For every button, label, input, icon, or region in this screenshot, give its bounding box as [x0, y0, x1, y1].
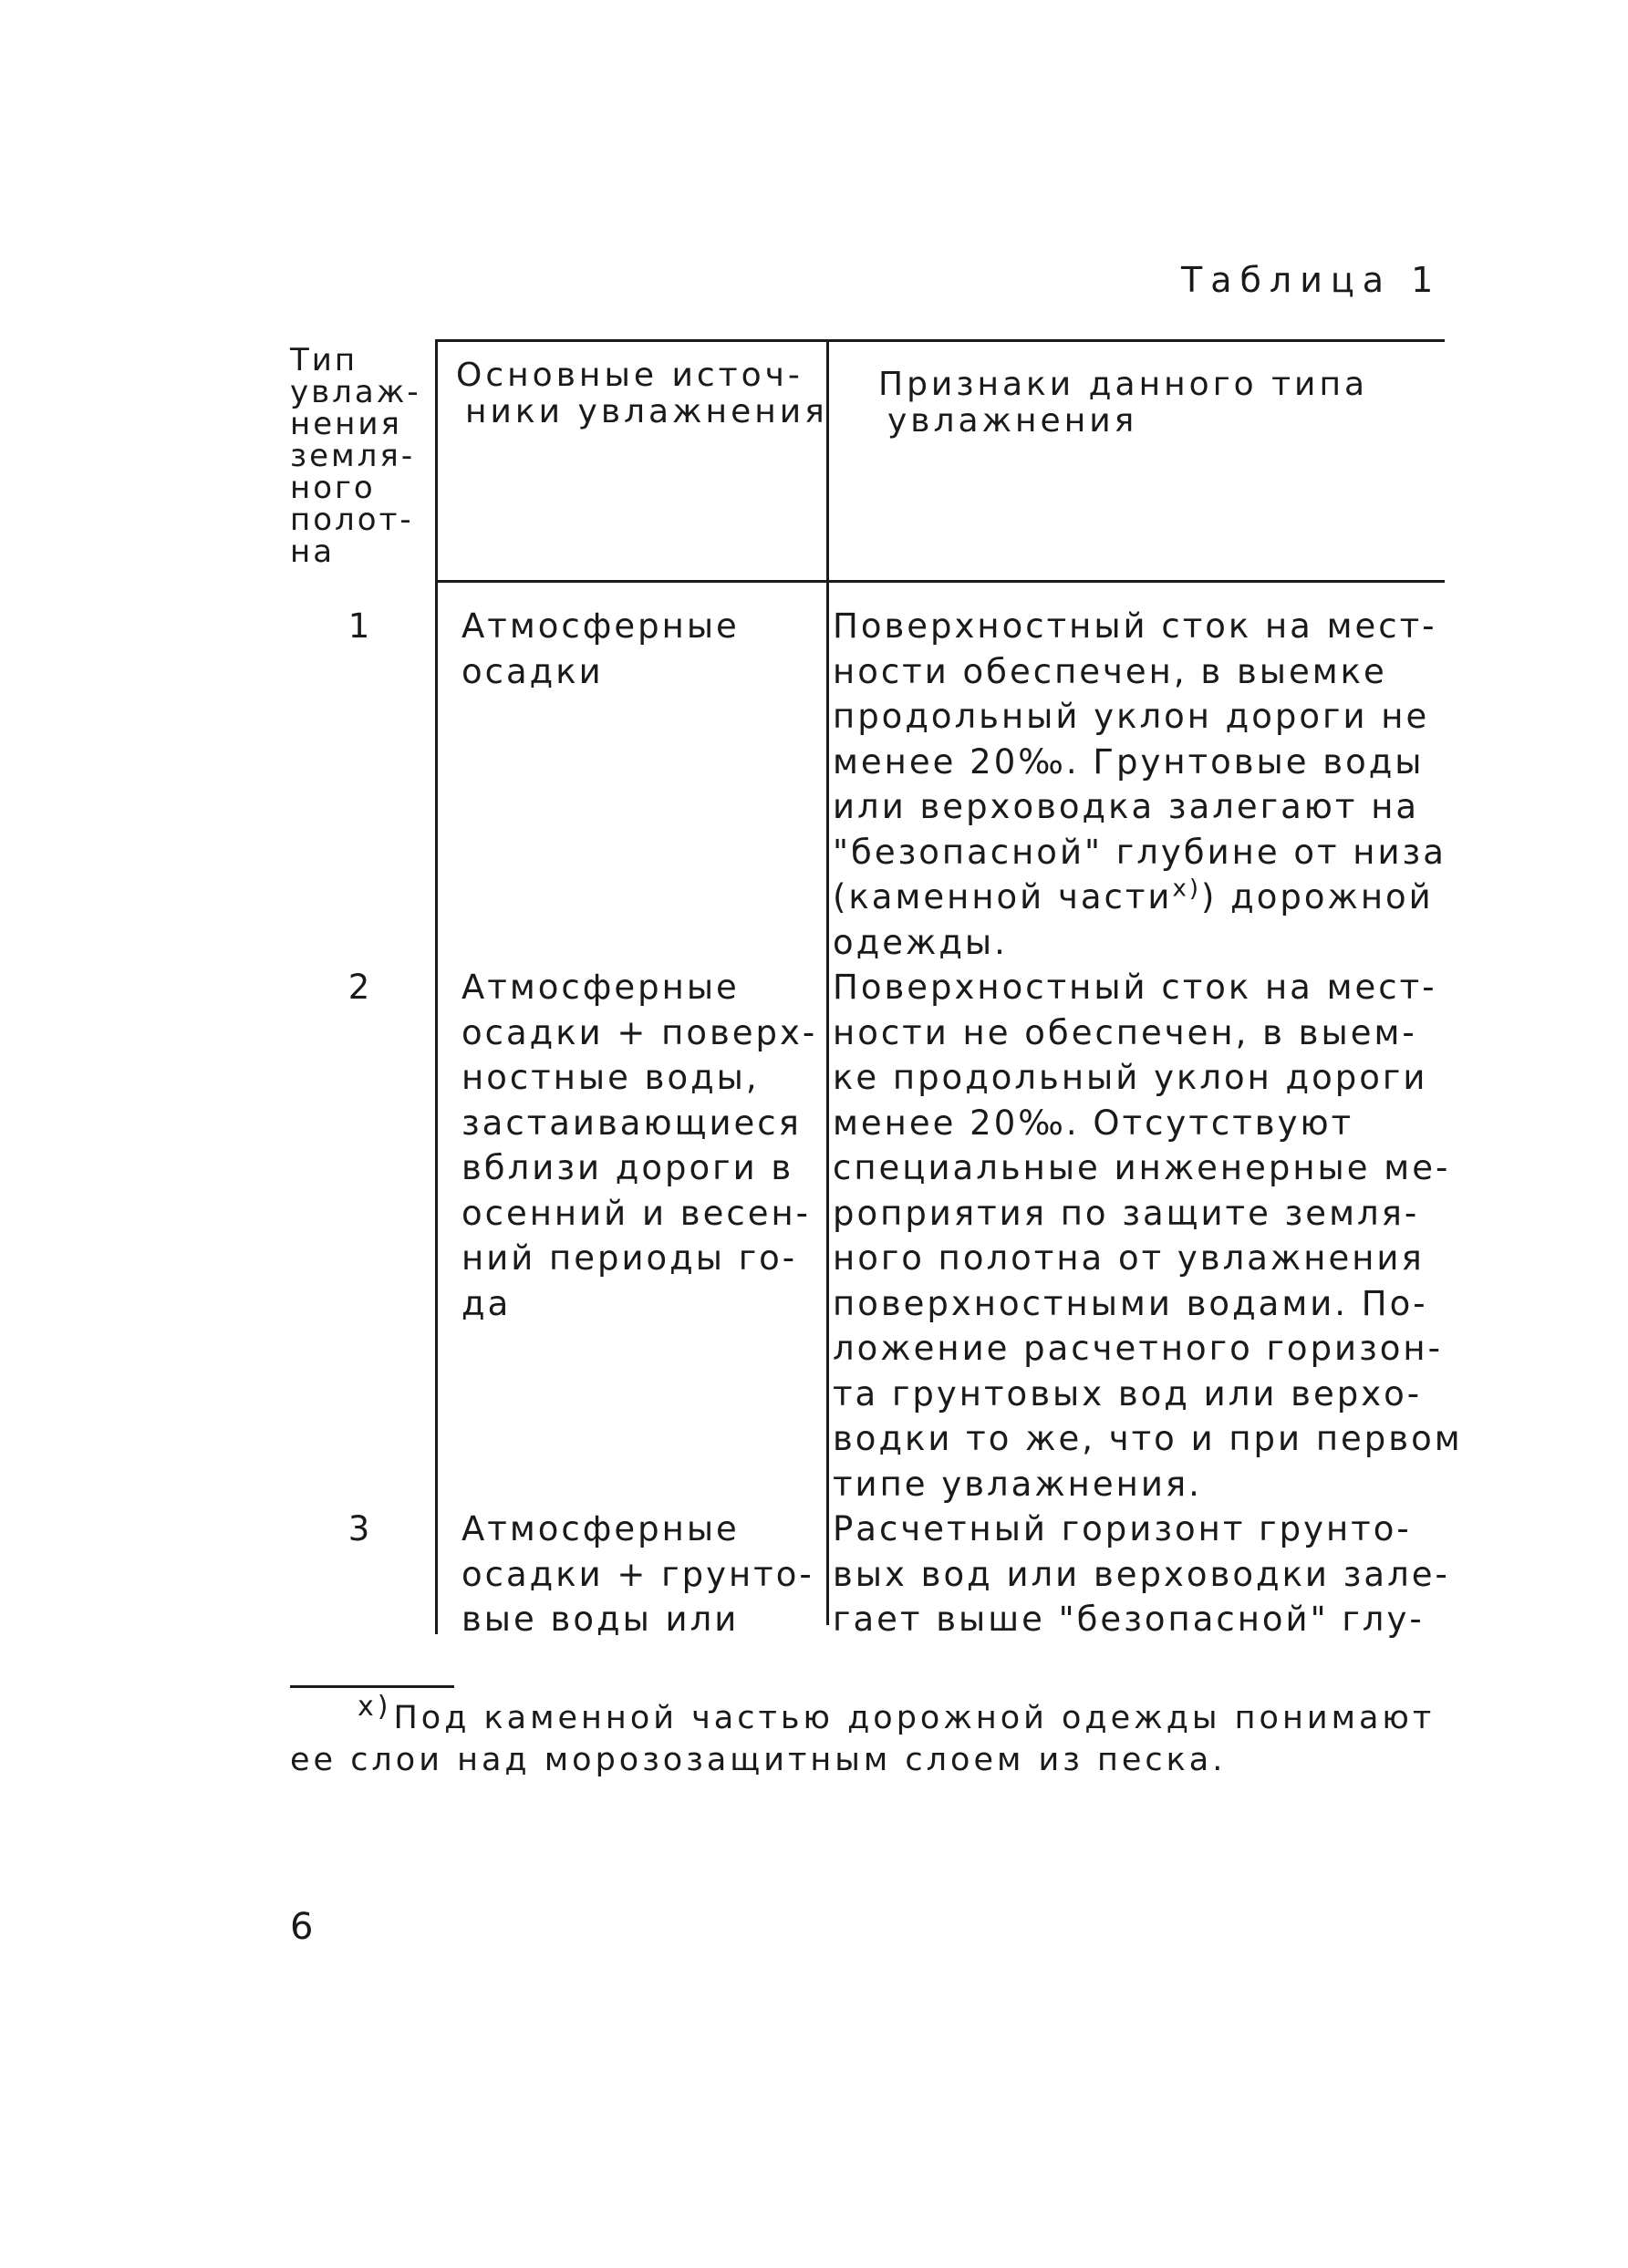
text-line: Атмосферные: [461, 606, 740, 646]
table-caption: Таблица 1: [1181, 260, 1442, 300]
column-rule-2: [826, 339, 829, 1625]
text-line: ности не обеспечен, в выем-: [833, 1012, 1417, 1052]
row-signs: [833, 965, 1463, 1507]
footnote-mark: x): [358, 1691, 392, 1723]
text-line: "безопасной" глубине от низа: [833, 832, 1447, 872]
text-line: Расчетный горизонт грунто-: [833, 1509, 1412, 1548]
header-line: ного: [290, 470, 376, 506]
text-fragment: ) дорожной: [1200, 877, 1434, 917]
header-line: увлаж-: [290, 374, 421, 410]
text-line: типе увлажнения.: [833, 1464, 1202, 1504]
footnote-rule: [290, 1685, 454, 1688]
text-line: осенний и весен-: [461, 1193, 812, 1233]
text-line: вблизи дороги в: [461, 1148, 794, 1187]
text-line: [833, 875, 1447, 920]
header-signs: [878, 367, 1368, 440]
text-line: вых вод или верховодки зале-: [833, 1554, 1450, 1594]
text-line: ности обеспечен, в выемке: [833, 651, 1387, 691]
header-line: земля-: [290, 438, 416, 474]
text-line: осадки: [461, 651, 604, 691]
text-line: или верховодка залегают на: [833, 787, 1420, 826]
row-signs: [833, 604, 1447, 965]
footnote-line: [290, 1691, 1436, 1740]
header-line: ники увлажнения: [465, 393, 828, 430]
header-line: Основные источ-: [456, 357, 804, 394]
row-sources: [461, 965, 817, 1326]
header-line: Тип: [290, 342, 358, 378]
row-number: 2: [347, 968, 373, 1007]
footnote-text: Под каменной частью дорожной одежды понимают: [393, 1700, 1436, 1736]
text-line: Атмосферные: [461, 968, 740, 1007]
text-line: водки то же, что и при первом: [833, 1419, 1463, 1458]
text-fragment: (каменной части: [833, 877, 1173, 917]
text-line: ложение расчетного горизон-: [833, 1329, 1443, 1368]
text-line: поверхностными водами. По-: [833, 1283, 1428, 1323]
table-top-rule: [438, 339, 1445, 342]
header-bottom-rule: [438, 580, 1445, 583]
text-line: менее 20‰. Отсутствуют: [833, 1103, 1354, 1143]
footnote-line: ее слои над морозозащитным слоем из песка.: [290, 1742, 1227, 1778]
moisture-types-table: [290, 339, 1463, 1639]
text-line: роприятия по защите земля-: [833, 1193, 1420, 1233]
text-line: осадки + поверх-: [461, 1012, 818, 1052]
text-line: ного полотна от увлажнения: [833, 1238, 1425, 1278]
row-signs: [833, 1507, 1450, 1642]
header-line: на: [290, 533, 336, 570]
header-moisture-type: [290, 342, 421, 570]
text-line: застаивающиеся: [461, 1103, 802, 1143]
header-line: нения: [290, 406, 402, 442]
row-number: 3: [347, 1509, 373, 1548]
row-sources: [461, 1507, 814, 1642]
text-line: гает выше "безопасной" глу-: [833, 1600, 1425, 1639]
row-number: 1: [347, 606, 373, 646]
text-line: Поверхностный сток на мест-: [833, 606, 1437, 646]
text-line: менее 20‰. Грунтовые воды: [833, 741, 1425, 782]
text-line: Атмосферные: [461, 1509, 740, 1548]
page-number: 6: [290, 1906, 314, 1948]
text-line: специальные инженерные ме-: [833, 1148, 1451, 1187]
text-line: та грунтовых вод или верхо-: [833, 1373, 1423, 1414]
header-line: полот-: [290, 502, 414, 538]
header-line: увлажнения: [887, 402, 1138, 440]
footnote-reference: x): [1172, 875, 1201, 903]
text-line: ностные воды,: [461, 1058, 760, 1097]
text-line: ний периоды го-: [461, 1238, 798, 1278]
column-rule-1: [435, 339, 438, 1634]
header-main-sources: [456, 357, 828, 430]
text-line: продольный уклон дороги не: [833, 697, 1430, 736]
text-line: да: [461, 1283, 512, 1323]
text-line: Поверхностный сток на мест-: [833, 968, 1437, 1007]
text-line: осадки + грунто-: [461, 1554, 814, 1594]
text-line: ке продольный уклон дороги: [833, 1058, 1428, 1097]
row-sources: [461, 604, 740, 694]
footnote: [290, 1691, 1436, 1781]
text-line: вые воды или: [461, 1600, 740, 1639]
header-line: Признаки данного типа: [878, 366, 1369, 403]
text-line: одежды.: [833, 922, 1008, 962]
